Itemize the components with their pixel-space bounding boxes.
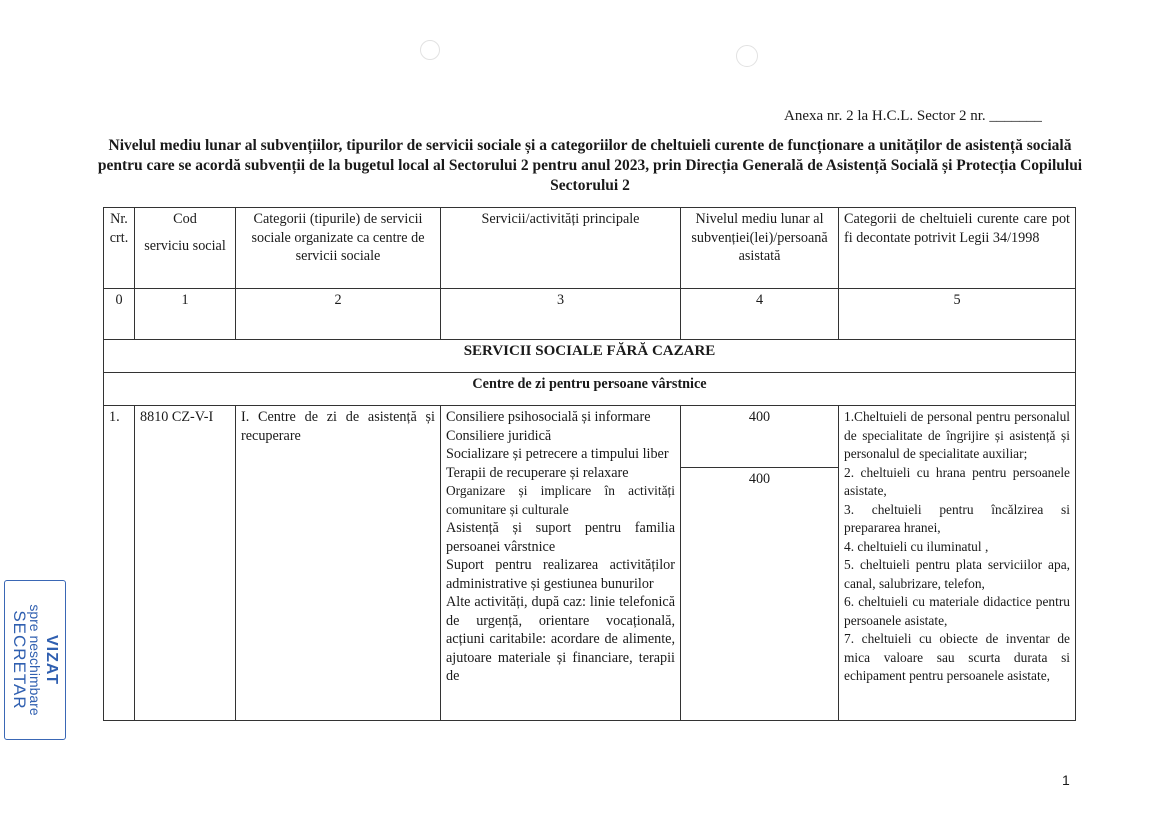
service-item: Suport pentru realizarea activităților administrative și gestiunea bunurilor [446,557,675,592]
table-row [104,406,1076,721]
column-number: 4 [681,289,839,340]
subsidy-table [103,207,1076,721]
header-categorii: Categorii (tipurile) de servicii sociale organizate ca centre de servicii sociale [236,208,441,289]
section-row [104,340,1076,373]
subsection-title: Centre de zi pentru persoane vârstnice [104,373,1076,406]
subsidy-level: 400 [681,406,838,468]
stamp-line3: SECRETAR [10,610,29,710]
header-row [104,208,1076,289]
header-cheltuieli: Categorii de cheltuieli curente care pot fi decontate potrivit Legii 34/1998 [839,208,1076,289]
service-item: Alte activități, după caz: linie telefonică de urgență, orientare vocațională, acțiuni caritabile: acordare de alimente, ajutoare materiale și financiare, terapii de [446,594,675,684]
stamp-line2: spre neschimbare [27,604,43,716]
header-cod-line2: serviciu social [144,237,226,254]
row-nr: 1. [104,406,135,721]
stamp-line1: VIZAT [43,634,60,686]
subsection-row [104,373,1076,406]
row-cod: 8810 CZ-V-I [135,406,236,721]
column-number: 3 [441,289,681,340]
service-item: Terapii de recuperare și relaxare [446,464,629,481]
row-cheltuieli [839,406,1076,721]
approval-stamp [4,580,66,740]
header-servicii: Servicii/activități principale [441,208,681,289]
column-number-row [104,289,1076,340]
row-categorie: I. Centre de zi de asistență și recuperare [236,406,441,721]
header-cod [135,208,236,289]
page-number: 1 [1062,772,1070,788]
scan-mark [736,45,758,67]
annex-reference: Anexa nr. 2 la H.C.L. Sector 2 nr. _______ [784,108,1042,124]
document-title: Nivelul mediu lunar al subvențiilor, tipurilor de servicii sociale și a categoriilor de cheltuieli curente de funcționare a unităților de asistență socială pentru care se acordă subvenții de la bugetul local al Sectorului 2 pentru anul 2023, prin Direcția Generală de Asistență Socială și Protecția Copilului Sectorului 2 [97,137,1083,194]
header-nr: Nr. crt. [104,208,135,289]
column-number: 1 [135,289,236,340]
header-cod-line1: Cod [173,211,197,227]
row-nivel [681,406,839,721]
scan-mark [420,40,440,60]
expense-item: 7. cheltuieli cu obiecte de inventar de mica valoare sau scurta durata si echipament pentru persoanele asistate, [844,631,1070,683]
service-item: Consiliere psihosocială și informare [446,409,651,425]
column-number: 2 [236,289,441,340]
service-item: Consiliere juridică [446,427,552,444]
service-item: Asistență și suport pentru familia persoanei vârstnice [446,520,675,555]
column-number: 0 [104,289,135,340]
section-title: SERVICII SOCIALE FĂRĂ CAZARE [104,340,1076,373]
expense-item: 1.Cheltuieli de personal pentru personalul de specialitate de îngrijire și asistență și personalul de specialitate auxiliar; [844,409,1070,461]
expense-item: 2. cheltuieli cu hrana pentru persoanele asistate, [844,464,1070,498]
service-item: Socializare și petrecere a timpului liber [446,446,669,462]
subsidy-level: 400 [748,471,771,487]
expense-item: 3. cheltuieli pentru încălzirea si prepararea hranei, [844,501,1070,535]
row-servicii [441,406,681,721]
service-item: Organizare și implicare în activități comunitare și culturale [446,483,675,517]
header-nivel: Nivelul mediu lunar al subvenției(lei)/persoană asistată [681,208,839,289]
expense-item: 6. cheltuieli cu materiale didactice pentru persoanele asistate, [844,594,1070,628]
column-number: 5 [839,289,1076,340]
expense-item: 5. cheltuieli pentru plata serviciilor apa, canal, salubrizare, telefon, [844,557,1070,591]
expense-item: 4. cheltuieli cu iluminatul , [844,538,989,554]
